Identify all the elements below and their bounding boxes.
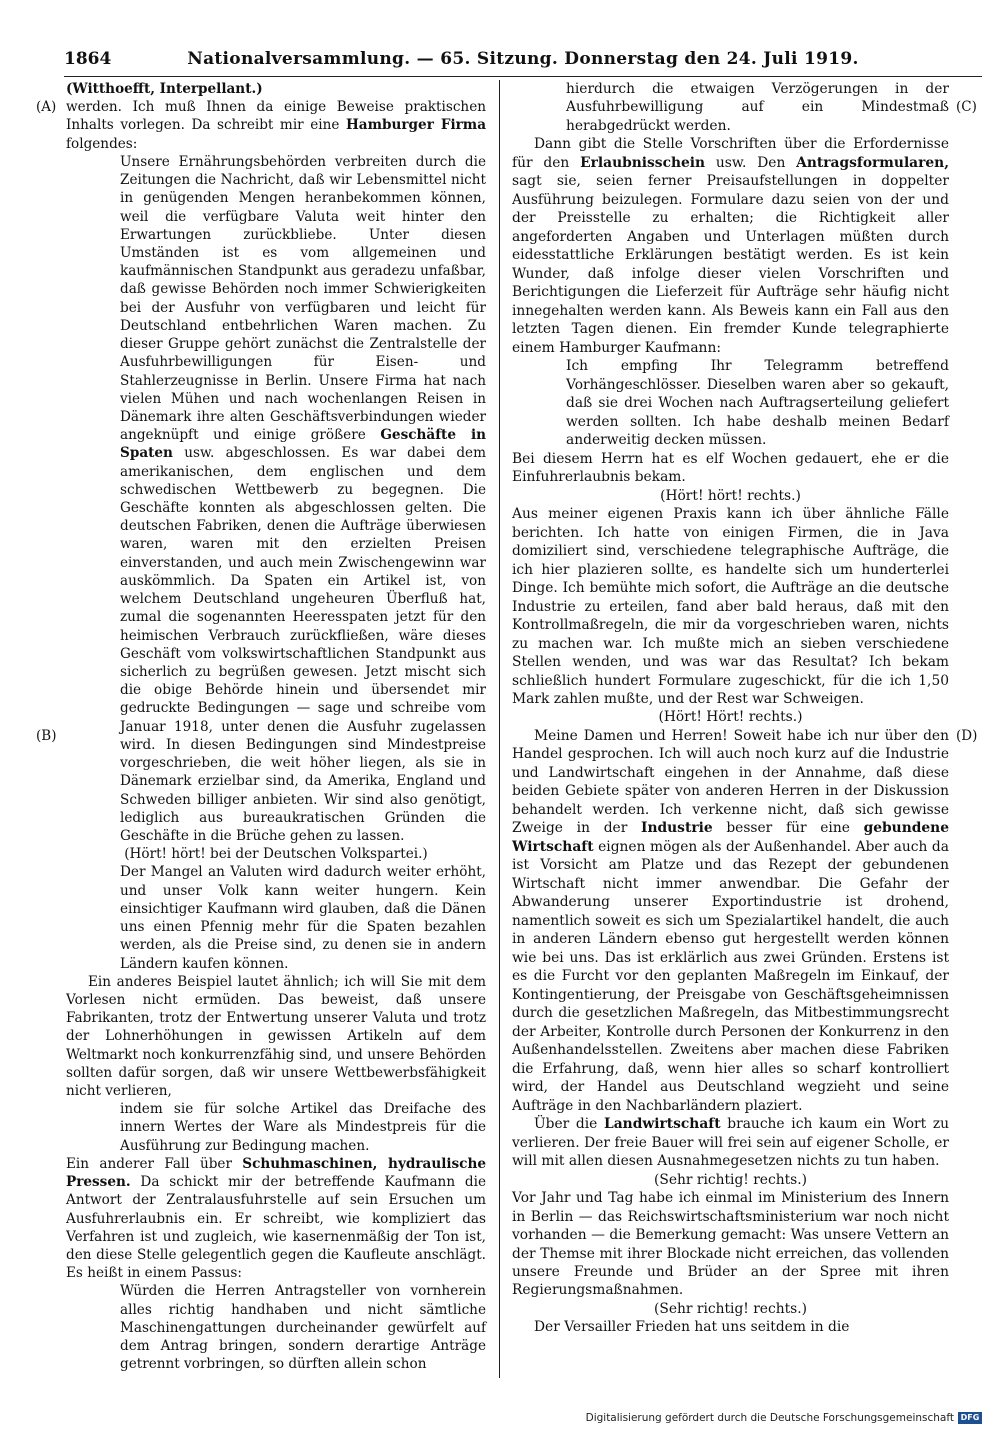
text-run: Über die	[534, 1116, 605, 1133]
interjection: (Hört! hört! rechts.)	[660, 487, 801, 504]
paragraph: Der Versailler Frieden hat uns seitdem in die	[534, 1319, 850, 1336]
digitization-credit	[586, 1412, 982, 1424]
text-run: usw. abgeschlossen. Es war dabei dem amerikanischen, dem englischen und dem schwedischen Wettbewerb zu begegnen. Die Geschäfte konnten als abgeschlossen gelten. Die deutschen Fabriken, denen die Aufträge überwiesen waren, waren mit den erzielten Preisen einverstanden, und auch mein Zwischengewinn war auskömmlich. Da Spaten ein Artikel ist, von welchem Deutschland ungeheuren Überfluß hat, zumal die sogenannten Heeresspaten jetzt für den heimischen Verbrauch zurückfließen, wäre dieses Geschäft vom volkswirtschaftlichen Standpunkt aus sicherlich zu begrüßen gewesen. Jetzt mischt sich die obige Behörde hinein und übersendet mir gedruckte Bedingungen — sage und schreibe vom Januar 1918, unter denen die Ausfuhr zugelassen wird. In diesen Bedingungen sind Mindestpreise vorgeschrieben, die weit höher liegen, als sie in Dänemark erzielbar sind, da Amerika, England und Schweden billiger anbieten. Wir sind also genötigt, lediglich aus bureaukratischen Gründen die Geschäfte in die Brüche gehen zu lassen.	[120, 445, 486, 844]
text-run: eignen mögen als der Außenhandel. Aber auch da ist Vorsicht am Platze und das Rezept der gebundenen Wirtschaft nicht immer anwendbar. Die Gefahr der Abwanderung unserer Exportindustrie ist drohend, namentlich soweit es sich um Spezialartikel handelt, die auch in anderen Ländern ebenso gut hergestellt werden können wie bei uns. Das ist erklärlich aus zwei Gründen. Erstens ist es die Furcht vor den geplanten Maßregeln im Einkauf, der Kontingentierung, der Preisgabe von Geschäftsgeheimnissen durch die gesetzlichen Maßregeln, das Mitbestimmungsrecht der Arbeiter, Kontrolle durch Personen der Konkurrenz in den Außenhandelsstellen. Zweitens aber machen diese Fabriken die Erfahrung, daß, wenn hier alles so scharf kontrolliert wird, der Handel aus Deutschland wegzieht und seine Aufträge in den Nachbarländern plaziert.	[512, 838, 949, 1114]
margin-mark-d: (D)	[956, 728, 978, 744]
text-run: besser für eine	[712, 820, 864, 837]
column-divider	[499, 80, 500, 1378]
speaker-label: (Witthoefft, Interpellant.)	[66, 81, 263, 97]
paragraph	[512, 727, 949, 1115]
text-run: Dann gibt die Stelle Vorschriften über die Erfordernisse für den	[512, 136, 949, 171]
margin-mark-c: (C)	[956, 99, 977, 115]
text-run: Da schickt mir der betreffende Kaufmann die Antwort der Zentralausfuhrstelle auf sein Ersuchen um Ausfuhrerlaubnis ein. Er schreibt, wie kompliziert das Verfahren ist und zugleich, wie kasernenmäßig der Ton ist, den diese Stelle gelegentlich gegen die Kaufleute anschlägt. Es heißt in einem Passus:	[66, 1174, 486, 1282]
paragraph	[512, 1115, 949, 1170]
running-title: Nationalversammlung. — 65. Sitzung. Donnerstag den 24. Juli 1919.	[187, 49, 859, 69]
interjection: (Hört! hört! bei der Deutschen Volkspartei.)	[124, 846, 428, 863]
text-run: brauche ich kaum ein Wort zu verlieren. Der freie Bauer will frei sein auf eigener Scholle, er will mit allen diesen Ausnahmegesetzen nichts zu tun haben.	[512, 1116, 949, 1170]
interjection: (Hört! Hört! rechts.)	[658, 709, 803, 726]
paragraph	[66, 98, 486, 153]
margin-mark-a: (A)	[36, 99, 57, 115]
bold-run: Erlaubnisschein	[580, 154, 706, 171]
text-run: usw. Den	[705, 154, 797, 171]
bold-run: Geschäfte in Spaten	[120, 427, 487, 462]
margin-mark-b: (B)	[36, 728, 57, 744]
quotation: Der Mangel an Valuten wird dadurch weiter erhöht, und unser Volk kann weiter hungern. Kein einsichtiger Kaufmann wird glauben, daß die Dänen uns einen Pfennig mehr für die Spaten bezahlen werden, als die Preise sind, zu denen sie in andern Ländern kaufen können.	[120, 864, 486, 972]
running-header	[64, 44, 982, 74]
text-run: sagt sie, seien ferner Preisaufstellungen in doppelter Ausführung beizulegen. Formulare dazu seien von der und der Preisstelle zu erhalten; die Richtigkeit aller angeforderten Angaben und Unterlagen müßten durch eidesstattliche Erklärungen bestätigt werden. Es ist kein Wunder, daß infolge dieser vielen Vorschriften und Berichtigungen die Lieferzeit für Aufträge sehr häufig nicht innegehalten werden kann. Als Beweis kann ein Fall aus den letzten Tagen dienen. Ein fremder Kunde telegraphierte einem Hamburger Kaufmann:	[512, 173, 949, 356]
text-run: werden. Ich muß Ihnen da einige Beweise praktischen Inhalts vorlegen. Da schreibt mir eine	[66, 99, 486, 134]
interjection: (Sehr richtig! rechts.)	[654, 1300, 807, 1317]
interjection: (Sehr richtig! rechts.)	[654, 1171, 807, 1188]
right-column	[512, 80, 949, 1380]
page-number: 1864	[64, 49, 112, 69]
dfg-logo-icon: DFG	[958, 1412, 982, 1424]
text-run: Ein anderer Fall über	[66, 1155, 243, 1172]
bold-run: Antragsformularen,	[796, 154, 950, 171]
paragraph: Aus meiner eigenen Praxis kann ich über ähnliche Fälle berichten. Ich hatte von einigen Firmen, die in Java domiziliert sind, verschiedene telegraphische Aufträge, die ich hier plazieren sollte, es handelte sich um hunderterlei Dinge. Ich bemühte mich sofort, die Aufträge an die deutsche Industrie zu erteilen, fand aber bald heraus, daß mit den Kontrollmaßregeln, die mir da vorgeschrieben waren, nichts zu machen war. Ich mußte mich an sieben verschiedene Stellen wenden, und was war das Resultat? Ich bekam schließlich hundert Formulare zugeschickt, für die ich 1,50 Mark zahlen mußte, und der Rest war Schweigen.	[512, 506, 949, 707]
text-run: folgendes:	[66, 135, 138, 152]
quotation: Würden die Herren Antragsteller von vornherein alles richtig handhaben und nicht sämtliche Maschinengattungen durcheinander gewürfelt auf dem Antrag bringen, sondern derartige Anträge getrennt vorbringen, so dürften allein schon	[120, 1283, 486, 1373]
bold-run: gebundene Wirtschaft	[512, 820, 949, 855]
quotation: hierdurch die etwaigen Verzögerungen in der Ausfuhrbewilligung auf ein Mindestmaß herabgedrückt werden.	[566, 81, 949, 134]
paragraph: Bei diesem Herrn hat es elf Wochen gedauert, ehe er die Einfuhrerlaubnis bekam.	[512, 450, 949, 486]
text-run: Meine Damen und Herren! Soweit habe ich nur über den Handel gesprochen. Ich will auch noch kurz auf die Industrie und Landwirtschaft eingehen in der Annahme, daß diese beiden Gebiete später von anderen Herren in der Diskussion behandelt werden. Ich verkenne nicht, daß sich gewisse Zweige in der	[512, 727, 949, 837]
bold-run: Industrie	[641, 820, 713, 837]
quotation: indem sie für solche Artikel das Dreifache des innern Wertes der Ware als Mindestpreis für die Ausführung zur Bedingung machen.	[120, 1101, 486, 1154]
paragraph: Vor Jahr und Tag habe ich einmal im Ministerium des Innern in Berlin — das Reichswirtschaftsministerium war noch nicht vorhanden — die Bemerkung gemacht: Was unsere Vettern an der Themse mit ihrer Blockade nicht erreichen, das vollenden unsere Freunde und Brüder an der Spree mit ihren Regierungsmaßnahmen.	[512, 1190, 949, 1299]
text-run: Unsere Ernährungsbehörden verbreiten durch die Zeitungen die Nachricht, daß wir Lebensmittel nicht in genügenden Mengen heranbekommen können, weil die verfügbare Valuta weit hinter den Erwartungen zurückbliebe. Unter diesen Umständen ist es vom allgemeinen und kaufmännischen Standpunkt aus geradezu unfaßbar, daß gewisse Behörden noch immer Schwierigkeiten bei der Ausfuhr von verfügbaren und leicht für Deutschland entbehrlichen Waren machen. Zu dieser Gruppe gehört zunächst die Zentralstelle der Ausfuhrbewilligungen für Eisen- und Stahlerzeugnisse in Berlin. Unsere Firma hat nach vielen Mühen und nach wochenlangen Reisen in Dänemark ihre alten Geschäftsverbindungen wieder angeknüpft und einige größere	[120, 153, 486, 444]
credit-text: Digitalisierung gefördert durch die Deutsche Forschungsgemeinschaft	[585, 1412, 954, 1424]
bold-run: Hamburger Firma	[345, 117, 486, 134]
quotation	[66, 153, 486, 845]
quotation: Ich empfing Ihr Telegramm betreffend Vorhängeschlösser. Dieselben waren aber so gekauft, daß sie drei Wochen nach Auftragserteilung geliefert werden sollten. Ich habe deshalb meinen Bedarf anderweitig decken müssen.	[566, 358, 949, 449]
paragraph: Ein anderes Beispiel lautet ähnlich; ich will Sie mit dem Vorlesen nicht ermüden. Das beweist, daß unsere Fabrikanten, trotz der Entwertung unserer Valuta und trotz der Lohnerhöhungen in gewissen Artikeln auf dem Weltmarkt noch konkurrenzfähig sind, und unsere Behörden sollten dafür sorgen, daß wir unsere Wettbewerbsfähigkeit nicht verlieren,	[66, 973, 486, 1100]
bold-run: Schuhmaschinen, hydraulische Pressen.	[66, 1155, 486, 1191]
header-rule	[64, 76, 982, 77]
paragraph	[512, 135, 949, 357]
paragraph	[66, 1155, 486, 1283]
bold-run: Landwirtschaft	[604, 1116, 721, 1133]
left-column	[66, 80, 486, 1380]
